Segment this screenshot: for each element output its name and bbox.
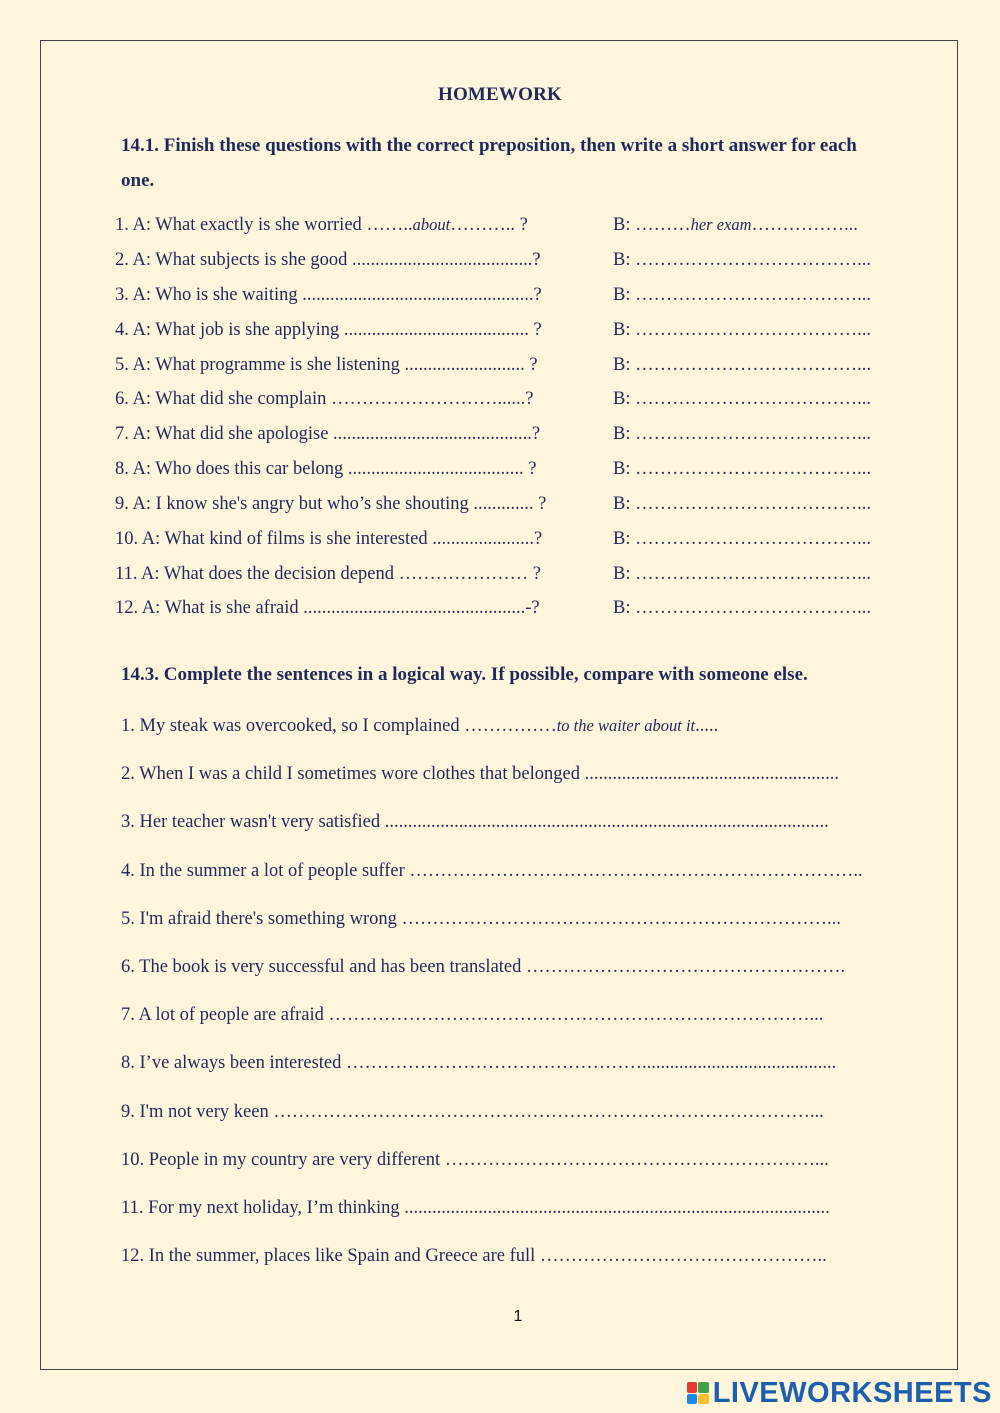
question-b[interactable]: B: ………………………………...	[613, 285, 871, 305]
brand-name: LIVEWORKSHEETS	[712, 1376, 992, 1409]
question-a-text: 1. A: What exactly is she worried ……..	[115, 215, 413, 235]
question-a[interactable]: 9. A: I know she's angry but who’s she shouting ............. ?	[115, 494, 547, 514]
section2-heading: 14.3. Complete the sentences in a logical way. If possible, compare with someone else.	[121, 664, 808, 685]
sentence-row[interactable]: 9. I'm not very keen ……………………………………………………………………………...	[121, 1102, 824, 1122]
sentence-row[interactable]: 3. Her teacher wasn't very satisfied ................................................................................................	[121, 812, 829, 832]
logo-square-blue	[687, 1394, 698, 1405]
question-b[interactable]: B: ………………………………...	[613, 389, 871, 409]
question-a[interactable]: 3. A: Who is she waiting ..................................................?	[115, 285, 542, 305]
sentence-row	[121, 716, 718, 746]
question-a[interactable]: 8. A: Who does this car belong ...................................... ?	[115, 459, 537, 479]
sentence-tail: .....	[695, 716, 719, 736]
answer-input[interactable]: about	[412, 215, 451, 234]
question-a[interactable]: 7. A: What did she apologise ...........................................?	[115, 424, 541, 444]
question-b[interactable]: B: ………………………………...	[613, 424, 871, 444]
logo-square-green	[698, 1382, 709, 1393]
question-b[interactable]: B: ………………………………...	[613, 250, 871, 270]
logo-square-red	[687, 1382, 698, 1393]
sentence-row[interactable]: 8. I’ve always been interested …………………………………………..........................................	[121, 1053, 837, 1073]
page-title: HOMEWORK	[437, 84, 563, 105]
section1-heading-line1: 14.1. Finish these questions with the correct preposition, then write a short answer for each	[121, 135, 857, 156]
sentence-row[interactable]: 10. People in my country are very different ……………………………………………………...	[121, 1150, 829, 1170]
logo-square-yellow	[698, 1394, 709, 1405]
question-a[interactable]: 4. A: What job is she applying ........................................ ?	[115, 320, 542, 340]
sentence-row[interactable]: 5. I'm afraid there's something wrong ……………………………………………………………...	[121, 909, 841, 929]
question-b[interactable]: B: ………………………………...	[613, 355, 871, 375]
question-b[interactable]: B: ………………………………...	[613, 459, 871, 479]
section1-heading-line2: one.	[121, 170, 155, 191]
question-a[interactable]: 11. A: What does the decision depend ………………… ?	[115, 564, 541, 584]
answer-input[interactable]: her exam	[690, 215, 752, 234]
question-a[interactable]: 2. A: What subjects is she good .......................................?	[115, 250, 541, 270]
question-a-tail: ……….. ?	[450, 215, 528, 235]
question-a[interactable]: 10. A: What kind of films is she interested ......................?	[115, 529, 543, 549]
question-b[interactable]: B: ………………………………...	[613, 598, 871, 618]
sentence-row[interactable]: 12. In the summer, places like Spain and Greece are full ………………………………………..	[121, 1246, 827, 1266]
sentence-text: 1. My steak was overcooked, so I complained ……………	[121, 716, 557, 736]
sentence-row[interactable]: 4. In the summer a lot of people suffer ………………………………………………………………..	[121, 861, 863, 881]
question-a	[115, 215, 528, 236]
sentence-row[interactable]: 11. For my next holiday, I’m thinking ............................................................................................	[121, 1198, 830, 1218]
question-a[interactable]: 12. A: What is she afraid ................................................-?	[115, 598, 540, 618]
question-b-text: B: ………	[613, 215, 691, 235]
question-b[interactable]: B: ………………………………...	[613, 564, 871, 584]
section1-heading	[121, 128, 921, 198]
question-a[interactable]: 5. A: What programme is she listening .......................... ?	[115, 355, 538, 375]
question-a[interactable]: 6. A: What did she complain ………………………......?	[115, 389, 534, 409]
liveworksheets-brand[interactable]	[687, 1376, 992, 1410]
question-b[interactable]: B: ………………………………...	[613, 529, 871, 549]
sentence-row[interactable]: 2. When I was a child I sometimes wore clothes that belonged .......................................................	[121, 764, 839, 784]
page-number: 1	[513, 1308, 523, 1325]
sentence-row[interactable]: 6. The book is very successful and has been translated …………………………………………….	[121, 957, 846, 977]
question-b-tail: ……………...	[751, 215, 858, 235]
question-b	[613, 215, 858, 236]
liveworksheets-logo-icon	[687, 1382, 709, 1404]
question-b[interactable]: B: ………………………………...	[613, 494, 871, 514]
sentence-row[interactable]: 7. A lot of people are afraid ……………………………………………………………………...	[121, 1005, 824, 1025]
question-b[interactable]: B: ………………………………...	[613, 320, 871, 340]
answer-input[interactable]: to the waiter about it	[556, 716, 696, 735]
